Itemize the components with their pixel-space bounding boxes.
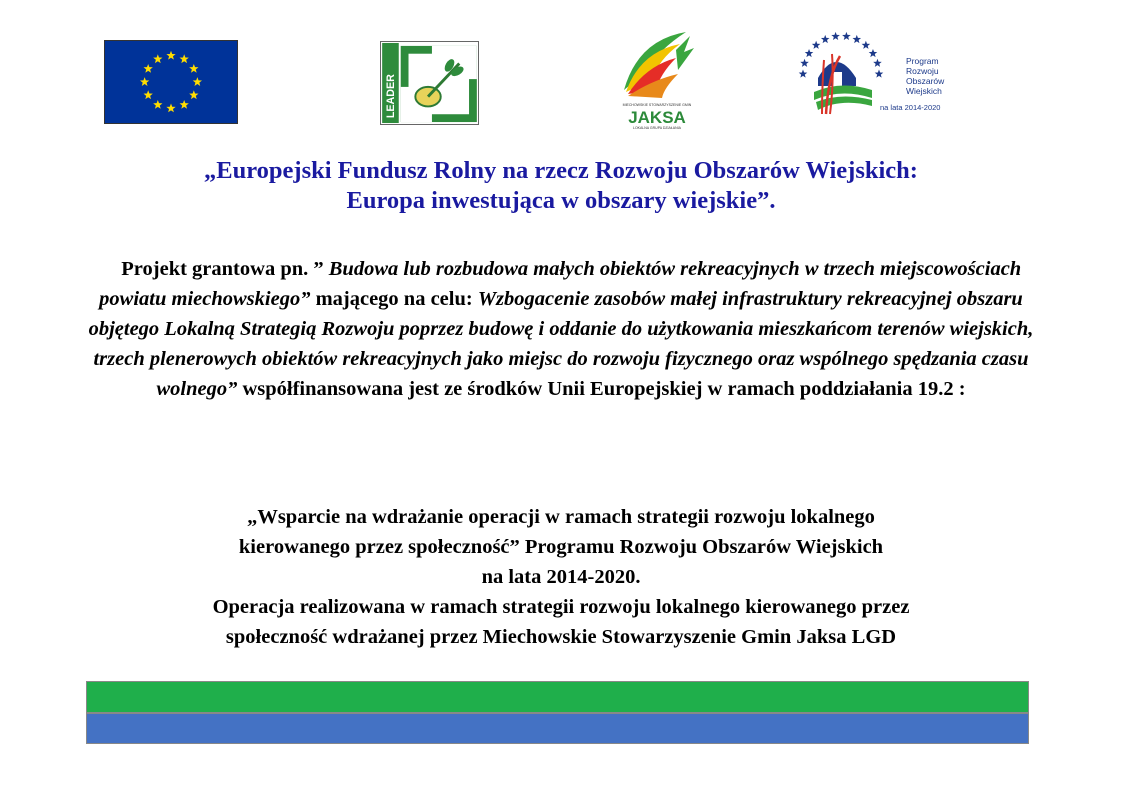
measure-line-4: Operacja realizowana w ramach strategii rozwoju lokalnego kierowanego przez [212,596,910,618]
prow-period: na lata 2014-2020 [880,103,941,112]
measure-line-1: „Wsparcie na wdrażanie operacji w ramach strategii rozwoju lokalnego [247,506,875,528]
leader-logo-icon [381,42,478,124]
prow-logo [796,26,956,118]
jaksa-logo [618,30,696,130]
jaksa-text: JAKSA [628,108,686,127]
project-goal: Wzbogacenie zasobów małej infrastruktury rekreacyjnej obszaru objętego Lokalną Strategią Rozwoju poprzez budowę i oddanie do użytkowania mieszkańcom terenów wiejskich, trzech plenerowych obiektów rekreacyjnych jako miejsc do rozwoju fizycznego oraz wspólnego spędzania czasu wolnego” [88,288,1034,400]
project-mid: mającego na celu: [310,288,478,310]
measure-line-3: na lata 2014-2020. [481,566,641,588]
prow-star-icon [862,41,871,49]
prow-star-icon [805,49,814,57]
prow-star-icon [842,32,851,40]
page-title [60,156,1062,216]
measure-line-2: kierowanego przez społeczność” Programu Rozwoju Obszarów Wiejskich [238,536,884,558]
eu-flag-icon [105,41,237,123]
prow-star-icon [869,49,878,57]
project-name: Budowa lub rozbudowa małych obiektów rekreacyjnych w trzech miejscowościach powiatu miechowskiego” [99,258,1022,310]
prow-star-icon [831,32,840,40]
prow-star-icon [800,59,809,67]
prow-line-3: Obszarów [906,76,945,86]
measure-description [60,502,1062,652]
prow-star-icon [799,70,808,78]
title-line-1: „Europejski Fundusz Rolny na rzecz Rozwoju Obszarów Wiejskich: [204,157,918,184]
footer-green-bar [86,681,1029,713]
project-lead: Projekt grantowa pn. ” [121,258,329,280]
prow-line-2: Rozwoju [906,66,939,76]
eu-flag-logo [104,40,238,124]
prow-star-icon [873,59,882,67]
measure-line-5: społeczność wdrażanej przez Miechowskie Stowarzyszenie Gmin Jaksa LGD [225,626,897,648]
prow-star-icon [821,35,830,43]
prow-logo-icon [796,26,956,118]
title-line-2: Europa inwestująca w obszary wiejskie”. [346,187,776,214]
prow-line-1: Program [906,56,939,66]
jaksa-small-text: MIECHOWSKIE STOWARZYSZENIE GMIN [622,103,692,107]
prow-line-4: Wiejskich [906,86,942,96]
prow-star-icon [853,35,862,43]
leader-logo [380,41,479,125]
prow-star-icon [812,41,821,49]
prow-star-icon [875,70,884,78]
jaksa-logo-icon [618,30,696,130]
footer-blue-bar [86,713,1029,744]
project-tail: współfinansowana jest ze środków Unii Europejskiej w ramach poddziałania 19.2 : [237,378,966,400]
project-description [70,254,1052,404]
leader-text: LEADER [384,74,397,119]
jaksa-sub-text: LOKALNA GRUPA DZIAŁANIA [633,126,681,130]
